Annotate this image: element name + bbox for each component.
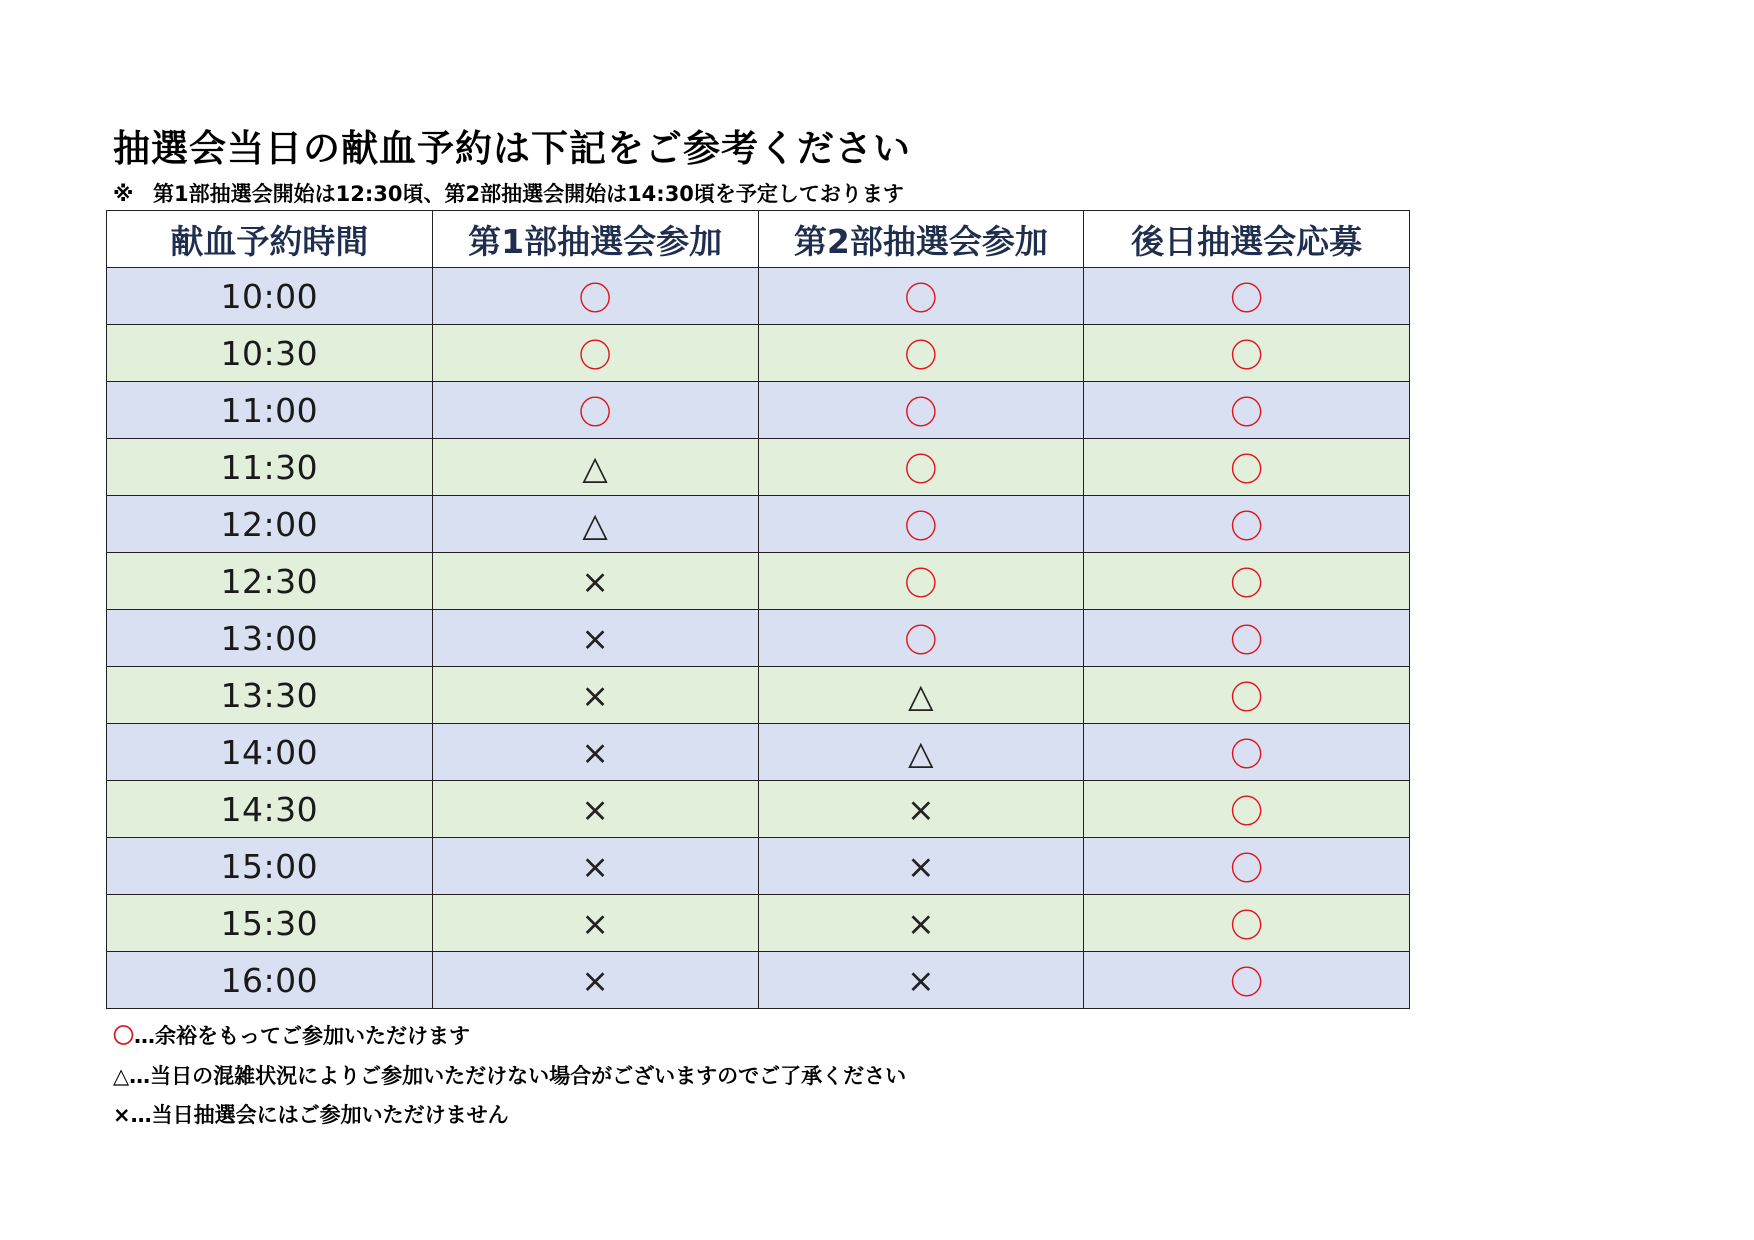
- part1-triangle-mark: △: [432, 496, 758, 553]
- legend-symbol-cross: ×: [113, 1103, 131, 1127]
- later-circle-mark: 〇: [1084, 325, 1410, 382]
- later-circle-mark: 〇: [1084, 610, 1410, 667]
- part2-triangle-mark: △: [758, 724, 1084, 781]
- table-row: [107, 496, 1410, 553]
- later-circle-mark: 〇: [1084, 952, 1410, 1009]
- table-row: [107, 553, 1410, 610]
- later-circle-mark: 〇: [1084, 496, 1410, 553]
- part2-circle-mark: 〇: [758, 382, 1084, 439]
- time-cell: 12:30: [107, 553, 433, 610]
- later-circle-mark: 〇: [1084, 667, 1410, 724]
- time-cell: 13:00: [107, 610, 433, 667]
- header-later-lottery: 後日抽選会応募: [1084, 211, 1410, 268]
- table-row: [107, 895, 1410, 952]
- later-circle-mark: 〇: [1084, 724, 1410, 781]
- part1-cross-mark: ×: [432, 667, 758, 724]
- table-row: [107, 838, 1410, 895]
- table-row: [107, 781, 1410, 838]
- time-cell: 15:30: [107, 895, 433, 952]
- table-header-row: [107, 211, 1410, 268]
- table-row: [107, 439, 1410, 496]
- part1-circle-mark: 〇: [432, 382, 758, 439]
- part2-cross-mark: ×: [758, 781, 1084, 838]
- part1-cross-mark: ×: [432, 781, 758, 838]
- note-text: 第1部抽選会開始は12:30頃、第2部抽選会開始は14:30頃を予定しております: [153, 182, 904, 206]
- part2-cross-mark: ×: [758, 838, 1084, 895]
- later-circle-mark: 〇: [1084, 838, 1410, 895]
- time-cell: 10:30: [107, 325, 433, 382]
- part2-cross-mark: ×: [758, 952, 1084, 1009]
- part1-circle-mark: 〇: [432, 325, 758, 382]
- time-cell: 14:30: [107, 781, 433, 838]
- part2-circle-mark: 〇: [758, 325, 1084, 382]
- legend-text-circle: …余裕をもってご参加いただけます: [134, 1024, 470, 1048]
- table-row: [107, 382, 1410, 439]
- later-circle-mark: 〇: [1084, 895, 1410, 952]
- time-cell: 11:00: [107, 382, 433, 439]
- part1-cross-mark: ×: [432, 610, 758, 667]
- part2-triangle-mark: △: [758, 667, 1084, 724]
- time-cell: 10:00: [107, 268, 433, 325]
- legend-triangle: [113, 1060, 906, 1090]
- header-part2-lottery: 第2部抽選会参加: [758, 211, 1084, 268]
- part1-cross-mark: ×: [432, 952, 758, 1009]
- reservation-table: [106, 210, 1410, 1009]
- table-row: [107, 952, 1410, 1009]
- part2-circle-mark: 〇: [758, 268, 1084, 325]
- time-cell: 16:00: [107, 952, 433, 1009]
- later-circle-mark: 〇: [1084, 781, 1410, 838]
- part2-circle-mark: 〇: [758, 496, 1084, 553]
- page-title: 抽選会当日の献血予約は下記をご参考ください: [113, 127, 911, 170]
- part2-cross-mark: ×: [758, 895, 1084, 952]
- later-circle-mark: 〇: [1084, 268, 1410, 325]
- header-reservation-time: 献血予約時間: [107, 211, 433, 268]
- part2-circle-mark: 〇: [758, 610, 1084, 667]
- part1-circle-mark: 〇: [432, 268, 758, 325]
- legend-symbol-triangle: △: [113, 1064, 130, 1088]
- legend-text-cross: …当日抽選会にはご参加いただけません: [130, 1103, 509, 1127]
- table-row: [107, 610, 1410, 667]
- table-row: [107, 325, 1410, 382]
- part2-circle-mark: 〇: [758, 439, 1084, 496]
- page-note: [113, 178, 904, 208]
- time-cell: 15:00: [107, 838, 433, 895]
- time-cell: 12:00: [107, 496, 433, 553]
- part1-cross-mark: ×: [432, 724, 758, 781]
- table-row: [107, 268, 1410, 325]
- later-circle-mark: 〇: [1084, 439, 1410, 496]
- legend-circle: [113, 1020, 470, 1050]
- table-body: [107, 268, 1410, 1009]
- legend-text-triangle: …当日の混雑状況によりご参加いただけない場合がございますのでご了承ください: [129, 1064, 907, 1088]
- part1-triangle-mark: △: [432, 439, 758, 496]
- note-mark: ※: [113, 182, 134, 206]
- part2-circle-mark: 〇: [758, 553, 1084, 610]
- time-cell: 13:30: [107, 667, 433, 724]
- later-circle-mark: 〇: [1084, 382, 1410, 439]
- legend-symbol-circle: 〇: [113, 1024, 134, 1048]
- part1-cross-mark: ×: [432, 895, 758, 952]
- header-part1-lottery: 第1部抽選会参加: [432, 211, 758, 268]
- time-cell: 11:30: [107, 439, 433, 496]
- later-circle-mark: 〇: [1084, 553, 1410, 610]
- legend-cross: [113, 1099, 509, 1129]
- table-row: [107, 724, 1410, 781]
- table-row: [107, 667, 1410, 724]
- time-cell: 14:00: [107, 724, 433, 781]
- part1-cross-mark: ×: [432, 838, 758, 895]
- part1-cross-mark: ×: [432, 553, 758, 610]
